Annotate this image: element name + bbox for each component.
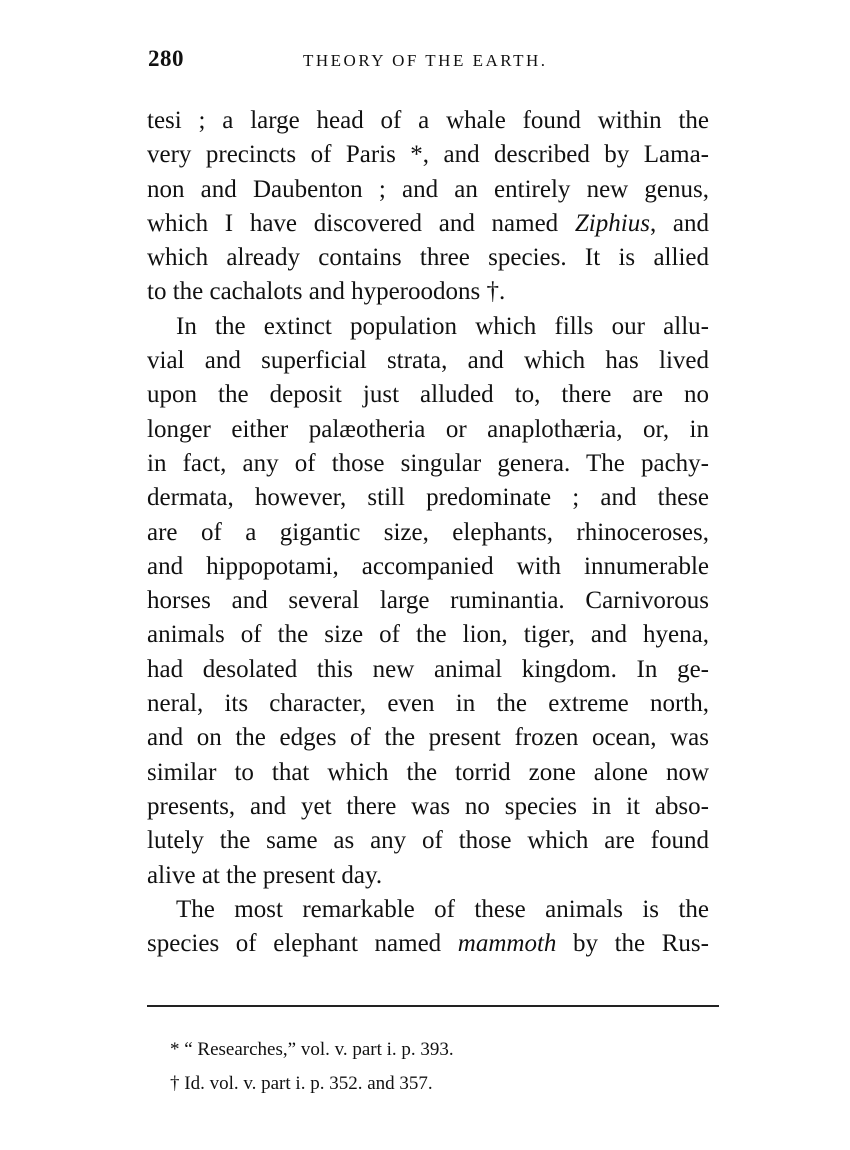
text-line: tesi ; a large head of a whale found within the (147, 107, 709, 134)
text-line: upon the deposit just alluded to, there are no (147, 381, 709, 409)
footnote-dagger: † Id. vol. v. part i. p. 352. and 357. (170, 1073, 433, 1094)
text-line: longer either palæotheria or anaplothæria, or, in (147, 415, 709, 443)
text-line: horses and several large ruminantia. Carnivorous (147, 587, 709, 615)
text-line-with-italic (147, 207, 709, 241)
text-line: in fact, any of those singular genera. The pachy- (147, 449, 709, 477)
text-line: similar to that which the torrid zone alone now (147, 758, 709, 786)
text-line: are of a gigantic size, elephants, rhinoceroses, (147, 518, 709, 546)
text-line: neral, its character, even in the extreme north, (147, 690, 709, 718)
text-line: presents, and yet there was no species in it abso- (147, 792, 709, 820)
running-title: THEORY OF THE EARTH. (303, 51, 548, 70)
text-line: lutely the same as any of those which are found (147, 827, 709, 855)
text-line-with-italic (147, 927, 709, 961)
italic-term-mammoth: mammoth (457, 930, 557, 958)
text-line: non and Daubenton ; and an entirely new genus, (147, 175, 709, 203)
text-line: very precincts of Paris *, and described by Lama- (147, 141, 709, 169)
body-text (147, 104, 709, 961)
text-line: to the cachalots and hyperoodons †. (147, 278, 506, 306)
italic-term-ziphius: Ziphius (574, 209, 650, 237)
text-line: In the extinct population which fills our allu- (176, 312, 709, 340)
page-number: 280 (148, 46, 184, 71)
text-fragment: species of elephant named (147, 930, 458, 958)
text-line: had desolated this new animal kingdom. In ge- (147, 655, 709, 683)
footnote-divider (147, 1005, 719, 1007)
paragraph-3 (147, 893, 709, 962)
text-line: The most remarkable of these animals is the (176, 895, 709, 923)
paragraph-1 (147, 104, 709, 310)
text-fragment: , and (649, 209, 709, 237)
text-fragment: which I have discovered and named (147, 209, 575, 237)
text-line: and hippopotami, accompanied with innumerable (147, 552, 709, 580)
text-line: which already contains three species. It is allied (147, 244, 709, 272)
footnotes (170, 1033, 690, 1101)
paragraph-2 (147, 310, 709, 893)
text-line: animals of the size of the lion, tiger, and hyena, (147, 621, 709, 649)
text-line: vial and superficial strata, and which has lived (147, 347, 709, 375)
footnote-asterisk: * “ Researches,” vol. v. part i. p. 393. (170, 1039, 454, 1060)
text-fragment: by the Rus- (556, 930, 709, 958)
text-line: dermata, however, still predominate ; and these (147, 484, 709, 512)
text-line: and on the edges of the present frozen ocean, was (147, 724, 709, 752)
page-header (148, 46, 708, 76)
text-line: alive at the present day. (147, 861, 383, 889)
